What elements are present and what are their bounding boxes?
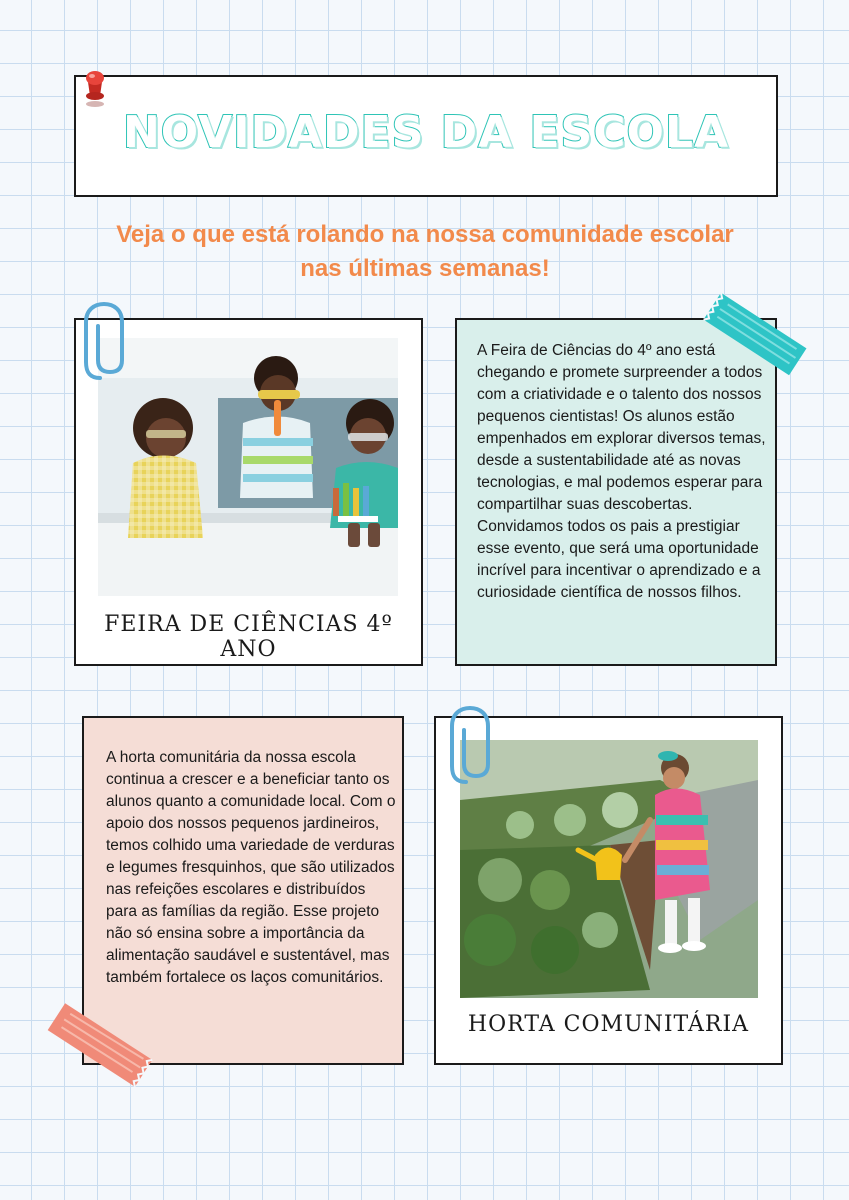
- garden-description: A horta comunitária da nossa escola continua a crescer e a beneficiar tanto os alunos quanto a comunidade local. Com o apoio dos nossos pequenos jardineiros, temos colhido uma variedade de verduras e legumes fresquinhos, que são utilizados nas refeições escolares e distribuídos para as famílias da região. Esse projeto não só ensina sobre a importância da alimentação saudável e sustentável, mas também fortalece os laços comunitários.: [106, 749, 396, 986]
- push-pin-icon: [78, 68, 110, 108]
- paperclip-icon: [446, 704, 502, 792]
- washi-tape-coral: [46, 995, 154, 1095]
- subtitle: Veja o que está rolando na nossa comunidade escolar nas últimas semanas!: [116, 221, 734, 282]
- science-fair-description: A Feira de Ciências do 4º ano está chegando e promete surpreender a todos com a criatividade e o talento dos nossos pequenos cientistas! Os alunos estão empenhados em explorar diversos temas, desde a sustentabilidade até as novas tecnologias, e mal podemos esperar para compartilhar suas descobertas. Convidamos todos os pais a prestigiar esse evento, que será uma oportunidade incrível para incentivar o aprendizado e a curiosidade científica de nossos filhos.: [477, 342, 766, 601]
- science-fair-caption: FEIRA DE CIÊNCIAS 4º ANO: [104, 612, 393, 662]
- title-box: [74, 75, 778, 197]
- garden-caption: HORTA COMUNITÁRIA: [467, 1012, 750, 1037]
- garden-photo: [460, 740, 758, 998]
- washi-tape-teal: [702, 284, 808, 384]
- page-title: NOVIDADES DA ESCOLA: [122, 107, 730, 158]
- paperclip-icon: [80, 300, 136, 388]
- science-fair-photo: [98, 338, 398, 596]
